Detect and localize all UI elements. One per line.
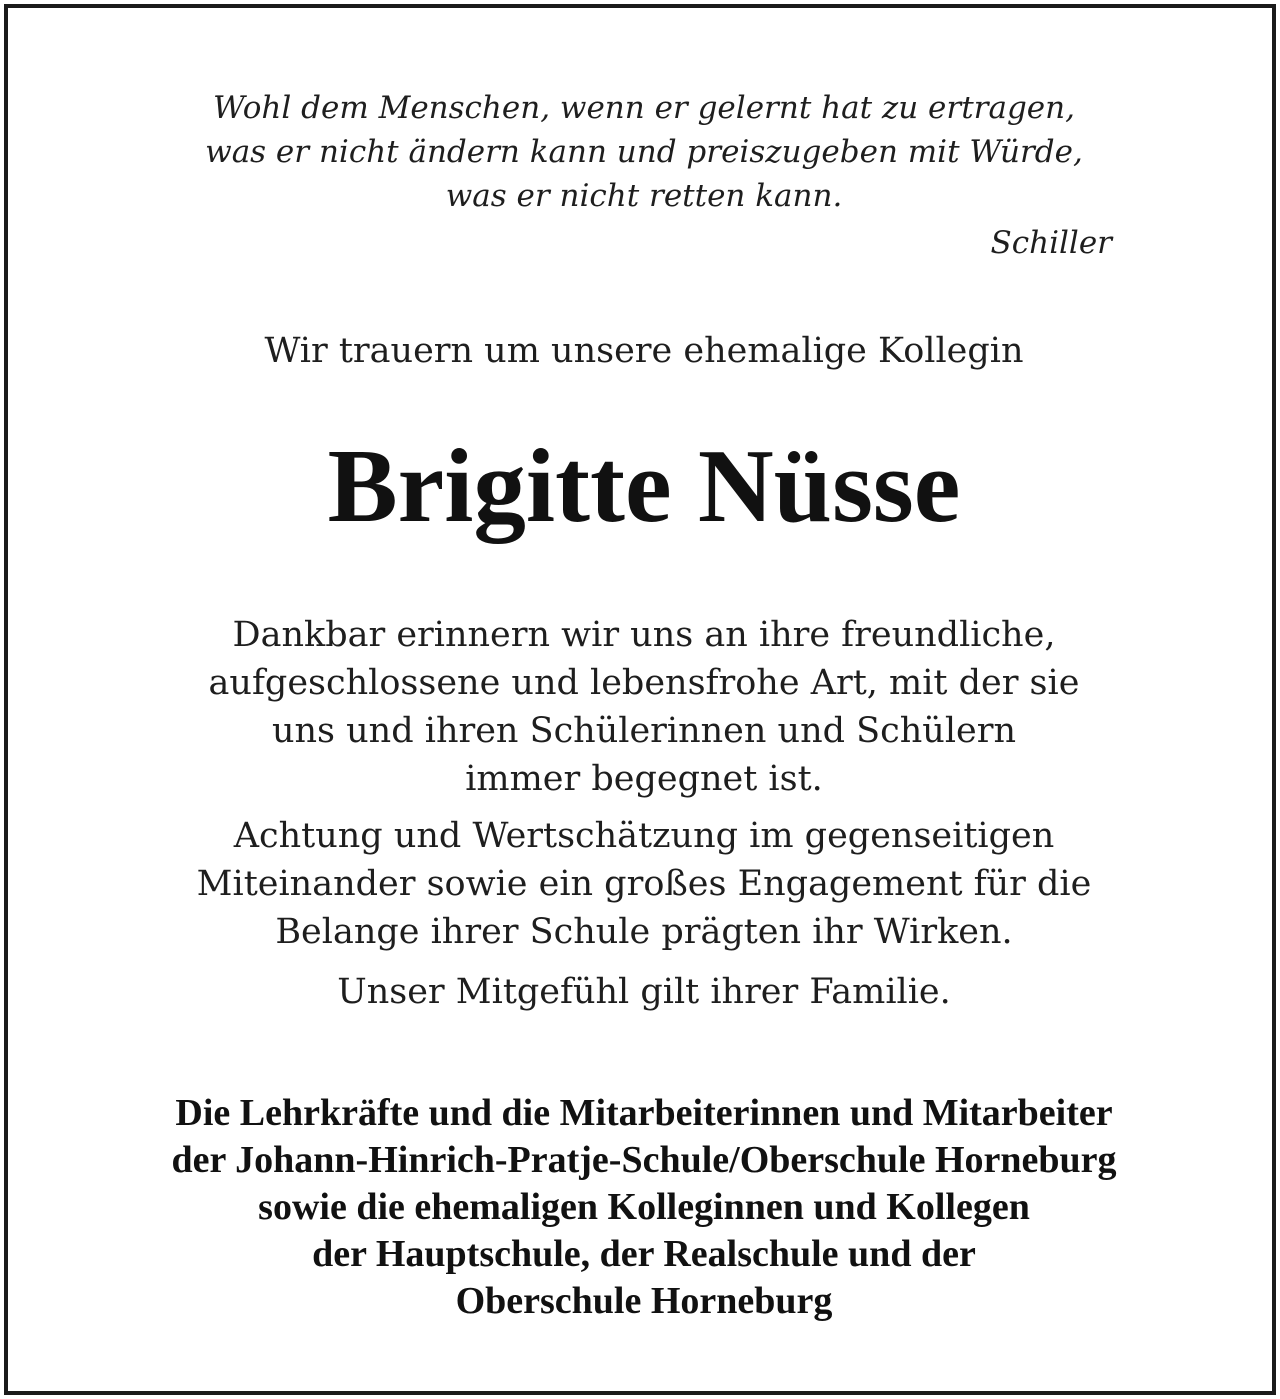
paragraph-gratitude [8, 611, 1280, 803]
paragraph-sympathy [8, 968, 1280, 1016]
paragraph-line: immer begegnet ist. [465, 759, 823, 799]
paragraph-line: Unser Mitgefühl gilt ihrer Familie. [337, 972, 951, 1012]
signer-line: sowie die ehemaligen Kolleginnen und Kollegen [258, 1186, 1030, 1228]
quote-line: was er nicht ändern kann und preiszugeben mit Würde, [205, 134, 1083, 170]
paragraph-line: Miteinander sowie ein großes Engagement für die [196, 864, 1092, 904]
signer-line: der Hauptschule, der Realschule und der [312, 1233, 976, 1275]
paragraph-line: Achtung und Wertschätzung im gegenseitigen [233, 816, 1055, 856]
deceased-name: Brigitte Nüsse [327, 427, 961, 544]
obituary-frame [4, 4, 1276, 1395]
quote-author: Schiller [990, 225, 1112, 261]
paragraph-line: aufgeschlossene und lebensfrohe Art, mit der sie [208, 663, 1080, 703]
quote-line: was er nicht retten kann. [445, 178, 843, 214]
intro-text: Wir trauern um unsere ehemalige Kollegin [264, 331, 1024, 371]
quote-block [8, 86, 1280, 218]
signer-line: Oberschule Horneburg [455, 1280, 833, 1322]
quote-line: Wohl dem Menschen, wenn er gelernt hat zu ertragen, [213, 90, 1075, 126]
paragraph-line: uns und ihren Schülerinnen und Schülern [271, 711, 1017, 751]
signers-block [8, 1090, 1280, 1325]
paragraph-line: Belange ihrer Schule prägten ihr Wirken. [275, 912, 1013, 952]
paragraph-respect [8, 812, 1280, 956]
paragraph-line: Dankbar erinnern wir uns an ihre freundliche, [232, 615, 1056, 655]
signer-line: Die Lehrkräfte und die Mitarbeiterinnen und Mitarbeiter [175, 1092, 1113, 1134]
signer-line: der Johann-Hinrich-Pratje-Schule/Oberschule Horneburg [171, 1139, 1117, 1181]
